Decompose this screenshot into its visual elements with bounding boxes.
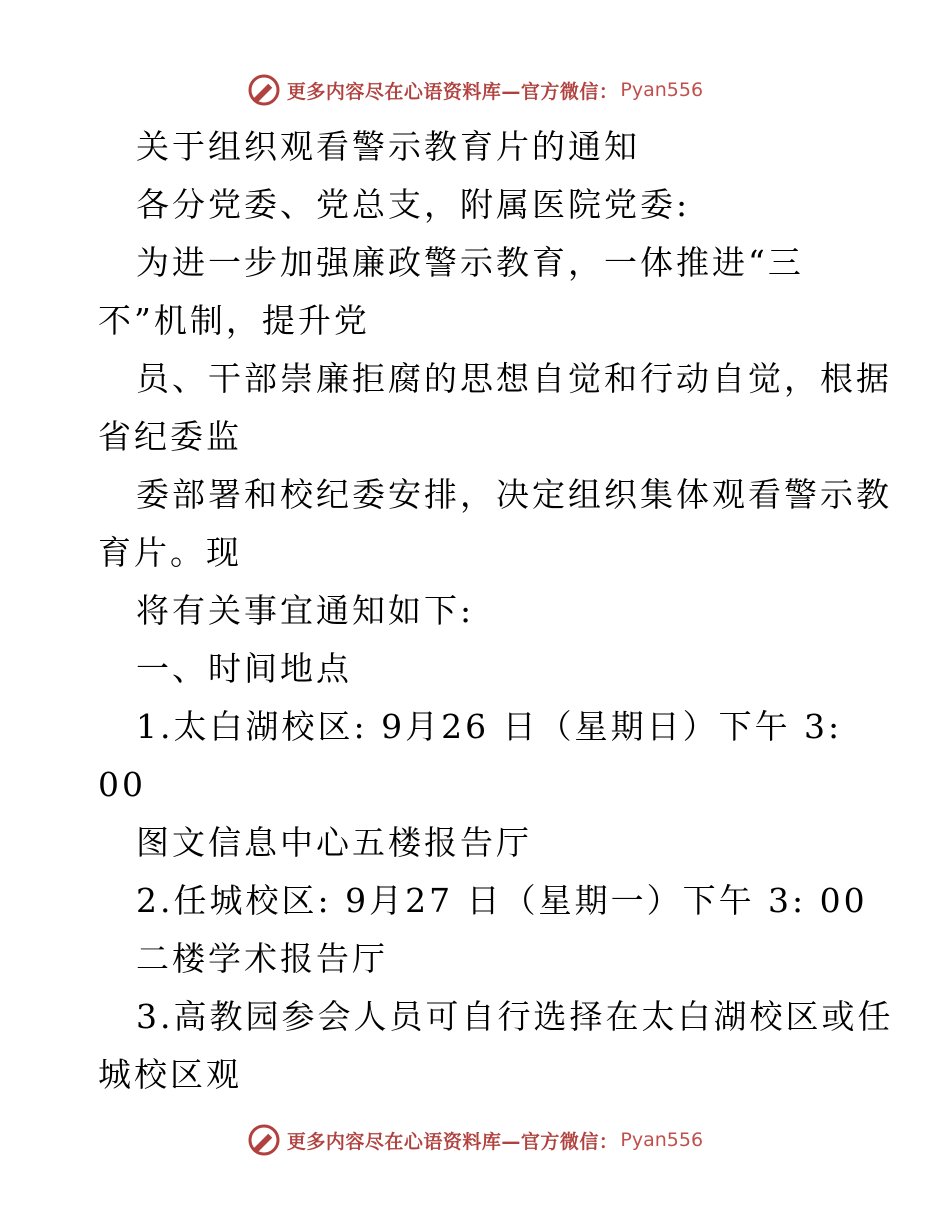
document-body [98, 118, 894, 1104]
list-item: 3.高教园参会人员可自行选择在太白湖校区或任 [136, 997, 894, 1036]
list-item-continuation: 00 [98, 765, 146, 804]
list-item-location: 二楼学术报告厅 [136, 939, 388, 978]
paragraph-line: 员、干部崇廉拒腐的思想自觉和行动自觉，根据 [136, 359, 892, 398]
watermark-wechat-id: Pyan556 [620, 79, 704, 101]
list-item-location: 图文信息中心五楼报告厅 [136, 823, 532, 862]
watermark-wechat-id: Pyan556 [620, 1129, 704, 1151]
recipients-line: 各分党委、党总支，附属医院党委: [136, 185, 691, 224]
paragraph-line: 将有关事宜通知如下: [136, 591, 475, 630]
footer-watermark [0, 1120, 950, 1160]
section-heading: 一、时间地点 [136, 649, 352, 688]
paragraph-line: 为进一步加强廉政警示教育，一体推进“三 [136, 243, 804, 282]
paragraph-line: 省纪委监 [98, 417, 242, 456]
notice-title: 关于组织观看警示教育片的通知 [136, 127, 640, 166]
header-watermark [0, 70, 950, 110]
list-item-continuation: 城校区观 [98, 1055, 242, 1094]
watermark-text: 更多内容尽在心语资料库—官方微信： [286, 80, 619, 103]
pen-logo-icon [247, 73, 281, 107]
pen-logo-icon [247, 1123, 281, 1157]
paragraph-line: 不”机制，提升党 [98, 301, 370, 340]
list-item: 2.任城校区: 9月27 日（星期一）下午 3: 00 [136, 881, 868, 920]
list-item: 1.太白湖校区: 9月26 日（星期日）下午 3: [136, 707, 843, 746]
paragraph-line: 育片。现 [98, 533, 242, 572]
paragraph-line: 委部署和校纪委安排，决定组织集体观看警示教 [136, 475, 892, 514]
watermark-text: 更多内容尽在心语资料库—官方微信： [286, 1130, 619, 1153]
